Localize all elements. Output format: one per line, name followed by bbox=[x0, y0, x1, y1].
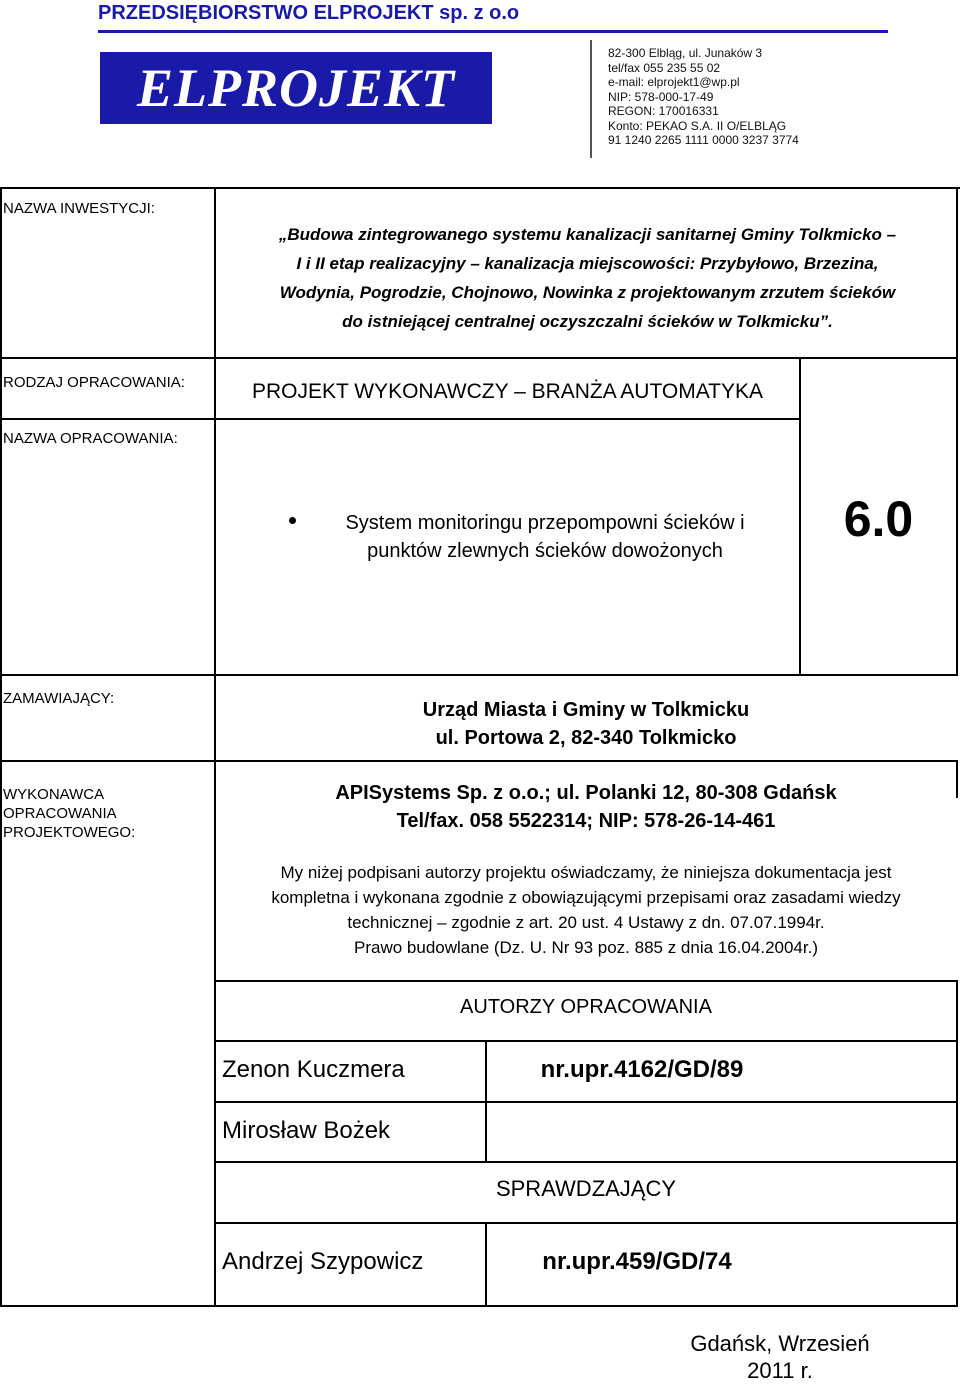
frame-top bbox=[0, 187, 960, 189]
row-divider-checker bbox=[214, 1161, 958, 1163]
row-divider-author-2 bbox=[214, 1101, 958, 1103]
authors-heading: AUTORZY OPRACOWANIA bbox=[460, 996, 712, 1018]
header-divider bbox=[590, 40, 592, 158]
author-1-name: Zenon Kuczmera bbox=[222, 1056, 405, 1083]
label-contractor-line-1: WYKONAWCA bbox=[3, 786, 105, 803]
declaration-line-3: technicznej – zgodnie z art. 20 ust. 4 Ustawy z dn. 07.07.1994r. bbox=[347, 913, 825, 932]
place: Gdańsk, Wrzesień bbox=[690, 1331, 870, 1356]
contractor-block bbox=[216, 779, 956, 835]
document-name bbox=[300, 509, 790, 565]
contact-account: 91 1240 2265 1111 0000 3237 3774 bbox=[608, 133, 799, 147]
investment-line-3: Wodynia, Pogrodzie, Chojnowo, Nowinka z projektowanym zrzutem ścieków bbox=[279, 283, 896, 302]
document-name-line-1: System monitoringu przepompowni ścieków i bbox=[345, 512, 745, 534]
row-divider-3 bbox=[0, 674, 958, 676]
contact-regon: REGON: 170016331 bbox=[608, 104, 719, 118]
label-investment: NAZWA INWESTYCJI: bbox=[3, 200, 155, 217]
label-contractor-line-3: PROJEKTOWEGO: bbox=[3, 824, 136, 841]
declaration-line-1: My niżej podpisani autorzy projektu oświadczamy, że niniejsza dokumentacja jest bbox=[280, 863, 892, 882]
frame-right-lower bbox=[956, 980, 958, 1307]
author-2-name: Mirosław Bożek bbox=[222, 1117, 391, 1144]
checker-license: nr.upr.459/GD/74 bbox=[542, 1248, 732, 1275]
contact-nip: NIP: 578-000-17-49 bbox=[608, 89, 714, 104]
frame-right-contractor bbox=[956, 760, 958, 798]
declaration bbox=[216, 860, 956, 960]
label-client: ZAMAWIAJĄCY: bbox=[3, 690, 115, 707]
contact-phone: tel/fax 055 235 55 02 bbox=[608, 60, 721, 75]
label-contractor bbox=[3, 785, 135, 842]
document-type: PROJEKT WYKONAWCZY – BRANŻA AUTOMATYKA bbox=[251, 380, 764, 403]
volume-number: 6.0 bbox=[843, 491, 914, 547]
row-divider-4 bbox=[0, 760, 958, 762]
row-divider-author-1 bbox=[214, 1040, 958, 1042]
investment-line-2: I i II etap realizacyjny – kanalizacja miejscowości: Przybyłowo, Brzezina, bbox=[296, 254, 879, 273]
frame-left bbox=[0, 187, 2, 1307]
logo-text: ELPROJEKT bbox=[136, 58, 456, 118]
contractor-name: APISystems Sp. z o.o.; ul. Polanki 12, 80-308 Gdańsk bbox=[335, 782, 837, 804]
place-date bbox=[660, 1330, 900, 1384]
row-divider-1 bbox=[0, 357, 958, 359]
date: 2011 r. bbox=[747, 1358, 813, 1383]
row-divider-2 bbox=[0, 418, 800, 420]
contact-bank: Konto: PEKAO S.A. II O/ELBLĄG bbox=[608, 118, 787, 133]
contractor-contact: Tel/fax. 058 5522314; NIP: 578-26-14-461 bbox=[396, 810, 776, 832]
label-name: NAZWA OPRACOWANIA: bbox=[3, 430, 178, 447]
header-rule bbox=[98, 30, 888, 33]
contact-address: 82-300 Elbląg, ul. Junaków 3 bbox=[608, 46, 763, 60]
investment-name bbox=[215, 220, 960, 336]
label-contractor-line-2: OPRACOWANIA bbox=[3, 805, 117, 822]
elprojekt-logo bbox=[100, 52, 492, 124]
client-block bbox=[216, 696, 956, 752]
row-divider-checker-2 bbox=[214, 1222, 958, 1224]
client-name: Urząd Miasta i Gminy w Tolkmicku bbox=[422, 699, 750, 721]
company-name: PRZEDSIĘBIORSTWO ELPROJEKT sp. z o.o bbox=[98, 2, 520, 24]
checker-heading: SPRAWDZAJĄCY bbox=[495, 1176, 677, 1201]
checker-name: Andrzej Szypowicz bbox=[222, 1248, 424, 1275]
author-1-license: nr.upr.4162/GD/89 bbox=[540, 1056, 744, 1083]
declaration-line-4: Prawo budowlane (Dz. U. Nr 93 poz. 885 z dnia 16.04.2004r.) bbox=[354, 938, 818, 957]
document-name-line-2: punktów zlewnych ścieków dowożonych bbox=[367, 540, 723, 562]
client-address: ul. Portowa 2, 82-340 Tolkmicko bbox=[435, 727, 737, 749]
investment-line-1: „Budowa zintegrowanego systemu kanalizacji sanitarnej Gminy Tolkmicko – bbox=[278, 225, 897, 244]
bullet-icon bbox=[289, 517, 296, 524]
label-type: RODZAJ OPRACOWANIA: bbox=[3, 374, 185, 391]
contact-block bbox=[608, 46, 799, 148]
declaration-line-2: kompletna i wykonana zgodnie z obowiązującymi przepisami oraz zasadami wiedzy bbox=[271, 888, 901, 907]
investment-line-4: do istniejącej centralnej oczyszczalni ścieków w Tolkmicku”. bbox=[342, 312, 833, 331]
row-divider-authors bbox=[214, 980, 958, 982]
contact-email: e-mail: elprojekt1@wp.pl bbox=[608, 75, 740, 89]
frame-bottom bbox=[0, 1305, 958, 1307]
